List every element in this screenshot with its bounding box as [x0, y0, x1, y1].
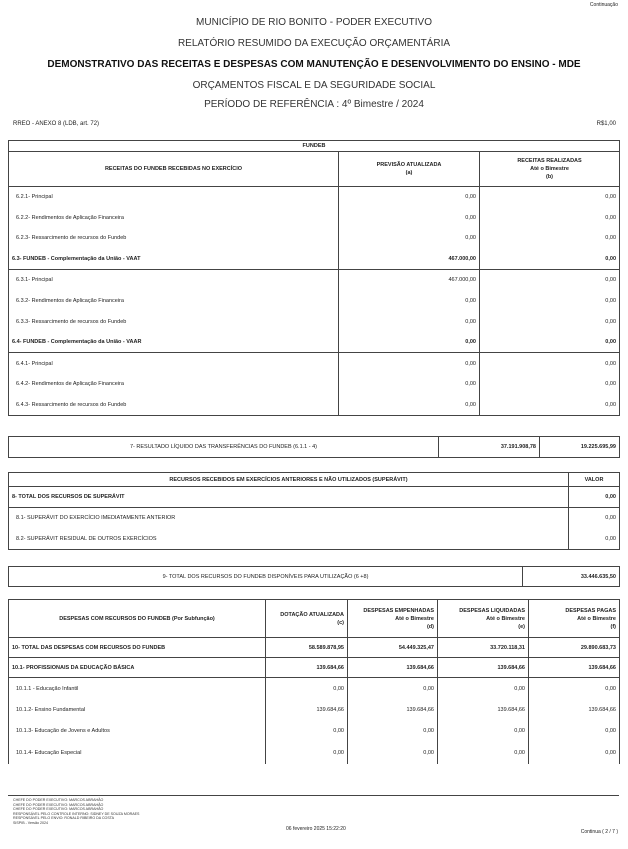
- expense-row-committed: 0,00: [348, 678, 438, 700]
- fundeb-row-label: 6.3- FUNDEB - Complementação da União - VAAT: [9, 249, 339, 270]
- expense-row: [9, 721, 620, 743]
- fundeb-row: [9, 228, 620, 249]
- fundeb-row-forecast: 0,00: [339, 394, 480, 415]
- fundeb-row: [9, 332, 620, 353]
- expense-row: [9, 699, 620, 721]
- superavit-row-label: 8.1- SUPERÁVIT DO EXERCÍCIO IMEDIATAMENTE ANTERIOR: [9, 508, 569, 529]
- expense-row-paid: 0,00: [529, 742, 620, 764]
- expense-row-committed: 0,00: [348, 742, 438, 764]
- expense-row-allocation: 139.684,66: [266, 699, 348, 721]
- expense-row-paid: 0,00: [529, 678, 620, 700]
- superavit-row-label: 8- TOTAL DOS RECURSOS DE SUPERÁVIT: [9, 487, 569, 508]
- fundeb-row-forecast: 467.000,00: [339, 270, 480, 291]
- expense-row-liquidated: 0,00: [438, 742, 529, 764]
- expense-row-allocation: 0,00: [266, 678, 348, 700]
- footer-line: CHEFE DO PODER EXECUTIVO: MARCOS ABRAHÃO: [13, 807, 104, 812]
- superavit-table: [8, 472, 620, 550]
- expense-row: [9, 658, 620, 678]
- expense-row: [9, 638, 620, 658]
- fundeb-row-forecast: 467.000,00: [339, 249, 480, 270]
- result-7-label: 7- RESULTADO LÍQUIDO DAS TRANSFERÊNCIAS DO FUNDEB (6.1.1 - 4): [9, 437, 439, 458]
- expense-row: [9, 742, 620, 764]
- fundeb-row-label: 6.4.3- Ressarcimento de recursos do Fundeb: [9, 394, 339, 415]
- document-title: DEMONSTRATIVO DAS RECEITAS E DESPESAS COM MANUTENÇÃO E DESENVOLVIMENTO DO ENSINO - MDE: [47, 59, 581, 70]
- fundeb-row-realized: 0,00: [480, 374, 620, 395]
- budgets-subtitle: ORÇAMENTOS FISCAL E DA SEGURIDADE SOCIAL: [192, 80, 436, 91]
- col-fundeb-revenues: RECEITAS DO FUNDEB RECEBIDAS NO EXERCÍCIO: [9, 152, 339, 187]
- col-paid-expenses: DESPESAS PAGAS Até o Bimestre (f): [529, 600, 620, 638]
- col-superavit-value: VALOR: [569, 473, 620, 487]
- superavit-row-value: 0,00: [569, 487, 620, 508]
- expense-row: [9, 678, 620, 700]
- col-updated-allocation: DOTAÇÃO ATUALIZADA (c): [266, 600, 348, 638]
- superavit-row: [9, 508, 620, 529]
- result-7-forecast: 37.191.908,78: [439, 437, 540, 458]
- fundeb-row: [9, 394, 620, 415]
- fundeb-row-realized: 0,00: [480, 394, 620, 415]
- expense-row-paid: 29.890.683,73: [529, 638, 620, 658]
- expense-row-label: 10- TOTAL DAS DESPESAS COM RECURSOS DO FUNDEB: [9, 638, 266, 658]
- fundeb-row-forecast: 0,00: [339, 187, 480, 208]
- footer-divider: [8, 795, 619, 796]
- col-committed-expenses: DESPESAS EMPENHADAS Até o Bimestre (d): [348, 600, 438, 638]
- footer-line: CHEFE DO PODER EXECUTIVO: MARCOS ABRAHÃO: [13, 798, 104, 802]
- footer-timestamp: 06 fevereiro 2025 15:22:20: [286, 826, 346, 832]
- fundeb-rows: [9, 187, 620, 416]
- expense-row-allocation: 139.684,66: [266, 658, 348, 678]
- col-realized-revenues: RECEITAS REALIZADAS Até o Bimestre (b): [480, 152, 620, 187]
- fundeb-row-forecast: 0,00: [339, 374, 480, 395]
- expense-row-label: 10.1- PROFISSIONAIS DA EDUCAÇÃO BÁSICA: [9, 658, 266, 678]
- fundeb-row-label: 6.4- FUNDEB - Complementação da União - VAAR: [9, 332, 339, 353]
- fundeb-row-label: 6.2.3- Ressarcimento de recursos do Fundeb: [9, 228, 339, 249]
- superavit-row-value: 0,00: [569, 529, 620, 550]
- expense-row-liquidated: 0,00: [438, 721, 529, 743]
- fundeb-row-label: 6.2.2- Rendimentos de Aplicação Financeira: [9, 207, 339, 228]
- expense-row-allocation: 58.589.878,95: [266, 638, 348, 658]
- footer-signatures: [13, 798, 139, 826]
- expense-row-committed: 54.449.325,47: [348, 638, 438, 658]
- fundeb-row-forecast: 0,00: [339, 207, 480, 228]
- superavit-row-label: 8.2- SUPERÁVIT RESIDUAL DE OUTROS EXERCÍCIOS: [9, 529, 569, 550]
- fundeb-row-forecast: 0,00: [339, 311, 480, 332]
- expense-row-allocation: 0,00: [266, 742, 348, 764]
- fundeb-row: [9, 187, 620, 208]
- col-updated-forecast: PREVISÃO ATUALIZADA (a): [339, 152, 480, 187]
- footer-line: RESPONSÁVEL PELO CONTROLE INTERNO: SIDNEY DE SOUZA MORAES: [13, 811, 140, 816]
- fundeb-row: [9, 353, 620, 374]
- fundeb-row-realized: 0,00: [480, 187, 620, 208]
- reference-period: PERÍODO DE REFERÊNCIA : 4º Bimestre / 2024: [204, 99, 424, 110]
- expense-row-liquidated: 139.684,66: [438, 658, 529, 678]
- footer-line: CHEFE DO PODER EXECUTIVO: MARCOS ABRAHÃO: [13, 802, 104, 807]
- fundeb-row-realized: 0,00: [480, 228, 620, 249]
- footer-line: RESPONSÁVEL PELO ENVIO: RONALD RIBEIRO DA COSTA: [13, 816, 115, 821]
- report-title: RELATÓRIO RESUMIDO DA EXECUÇÃO ORÇAMENTÁRIA: [177, 38, 451, 49]
- continuation-top: Continuação: [589, 2, 618, 8]
- expense-row-committed: 139.684,66: [348, 658, 438, 678]
- fundeb-row: [9, 311, 620, 332]
- fundeb-row-forecast: 0,00: [339, 290, 480, 311]
- fundeb-row-realized: 0,00: [480, 332, 620, 353]
- expense-row-liquidated: 139.684,66: [438, 699, 529, 721]
- fundeb-row: [9, 207, 620, 228]
- footer-continuation: Continua ( 2 / 7 ): [580, 829, 618, 835]
- superavit-row: [9, 487, 620, 508]
- fundeb-row-forecast: 0,00: [339, 228, 480, 249]
- col-superavit-resources: RECURSOS RECEBIDOS EM EXERCÍCIOS ANTERIORES E NÃO UTILIZADOS (SUPERÁVIT): [9, 473, 569, 487]
- footer-line: SISPIB - Versão 2024: [13, 820, 48, 825]
- fundeb-row-realized: 0,00: [480, 270, 620, 291]
- fundeb-row-label: 6.3.2- Rendimentos de Aplicação Financeira: [9, 290, 339, 311]
- fundeb-row-label: 6.3.3- Ressarcimento de recursos do Fundeb: [9, 311, 339, 332]
- fundeb-row-realized: 0,00: [480, 353, 620, 374]
- fundeb-row-label: 6.4.2- Rendimentos de Aplicação Financeira: [9, 374, 339, 395]
- total-9-value: 33.446.635,50: [523, 567, 620, 587]
- fundeb-row-forecast: 0,00: [339, 332, 480, 353]
- superavit-row-value: 0,00: [569, 508, 620, 529]
- fundeb-row: [9, 290, 620, 311]
- col-expenses-subfunction: DESPESAS COM RECURSOS DO FUNDEB (Por Subfunção): [9, 600, 266, 638]
- expense-row-paid: 139.684,66: [529, 699, 620, 721]
- expense-row-paid: 0,00: [529, 721, 620, 743]
- expense-row-paid: 139.684,66: [529, 658, 620, 678]
- fundeb-row-realized: 0,00: [480, 311, 620, 332]
- expense-row-label: 10.1.4- Educação Especial: [9, 742, 266, 764]
- expense-row-label: 10.1.2- Ensino Fundamental: [9, 699, 266, 721]
- expense-row-label: 10.1.1 - Educação Infantil: [9, 678, 266, 700]
- fundeb-expenses-table: [8, 599, 620, 764]
- fundeb-title: FUNDEB: [9, 141, 620, 152]
- expense-row-allocation: 0,00: [266, 721, 348, 743]
- expense-row-committed: 139.684,66: [348, 699, 438, 721]
- col-liquidated-expenses: DESPESAS LIQUIDADAS Até o Bimestre (e): [438, 600, 529, 638]
- result-7-table: [8, 436, 620, 458]
- fundeb-row: [9, 374, 620, 395]
- expense-row-committed: 0,00: [348, 721, 438, 743]
- result-7-realized: 19.225.695,99: [540, 437, 620, 458]
- total-9-table: [8, 566, 620, 587]
- fundeb-row-label: 6.2.1- Principal: [9, 187, 339, 208]
- fundeb-row-realized: 0,00: [480, 249, 620, 270]
- superavit-rows: [9, 487, 620, 550]
- superavit-row: [9, 529, 620, 550]
- fundeb-row: [9, 249, 620, 270]
- fundeb-revenue-table: [8, 140, 620, 416]
- currency-unit: R$1,00: [596, 121, 616, 127]
- fundeb-row-label: 6.4.1- Principal: [9, 353, 339, 374]
- fundeb-row-forecast: 0,00: [339, 353, 480, 374]
- expense-row-liquidated: 33.720.118,31: [438, 638, 529, 658]
- annex-label: RREO - ANEXO 8 (LDB, art. 72): [13, 121, 100, 127]
- fundeb-row-realized: 0,00: [480, 207, 620, 228]
- total-9-label: 9- TOTAL DOS RECURSOS DO FUNDEB DISPONÍVEIS PARA UTILIZAÇÃO (6 +8): [9, 567, 523, 587]
- expenses-rows: [9, 638, 620, 764]
- municipality-title: MUNICÍPIO DE RIO BONITO - PODER EXECUTIVO: [196, 17, 432, 28]
- expense-row-liquidated: 0,00: [438, 678, 529, 700]
- fundeb-row-label: 6.3.1- Principal: [9, 270, 339, 291]
- fundeb-row: [9, 270, 620, 291]
- expense-row-label: 10.1.3- Educação de Jovens e Adultos: [9, 721, 266, 743]
- fundeb-row-realized: 0,00: [480, 290, 620, 311]
